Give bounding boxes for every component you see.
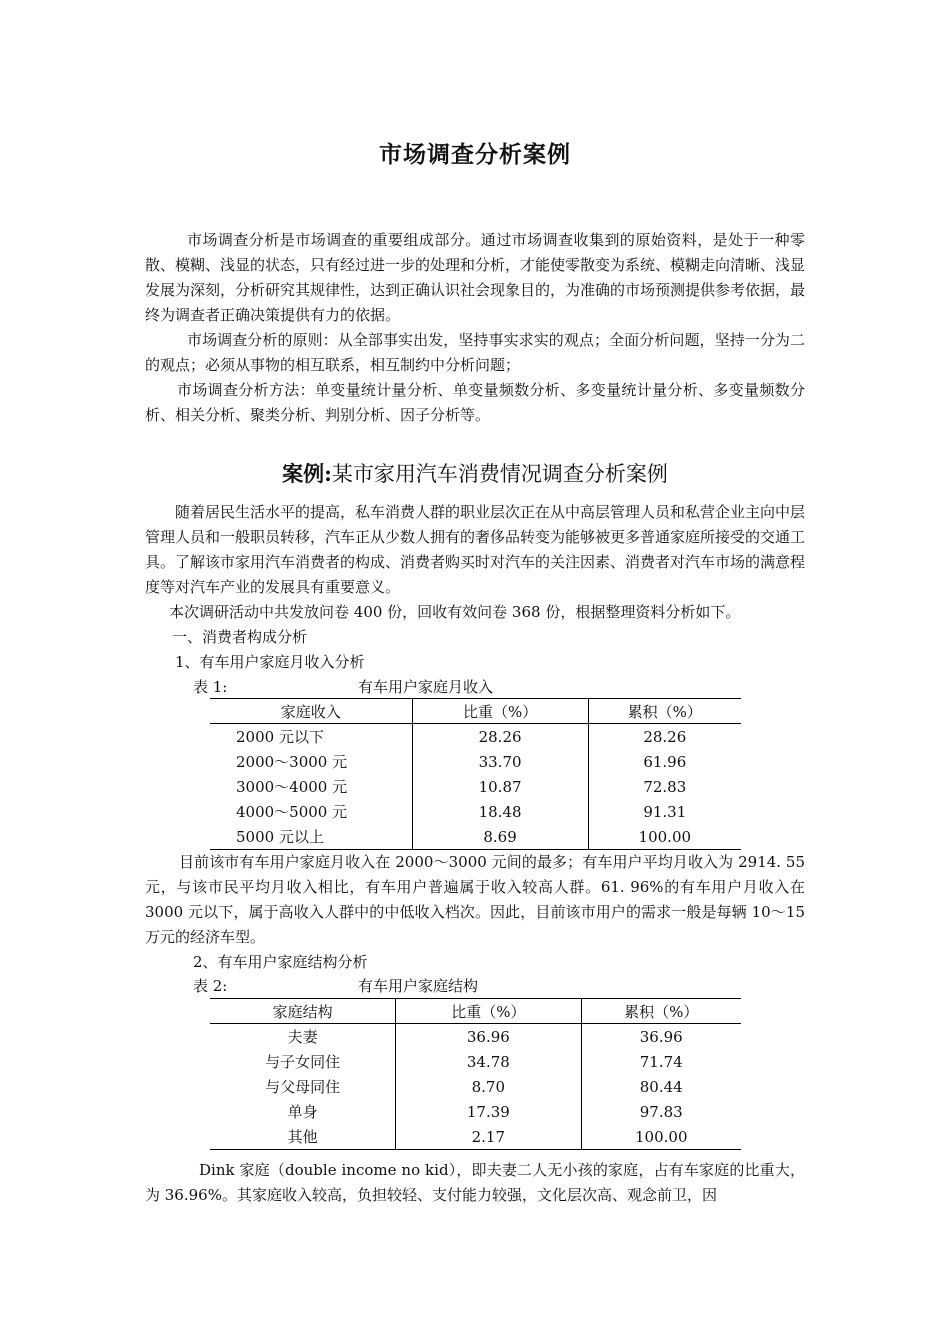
table-cell: 5000 元以上 <box>210 824 412 850</box>
table-cell: 61.96 <box>643 752 687 771</box>
table-cell: 97.83 <box>639 1102 683 1121</box>
case-heading-label: 案例: <box>282 461 332 486</box>
table-row <box>210 1074 741 1099</box>
table-row <box>210 724 741 750</box>
table-cell: 8.69 <box>412 824 588 850</box>
table-cell: 夫妻 <box>210 1024 396 1050</box>
intro-paragraph-1: 市场调查分析是市场调查的重要组成部分。通过市场调查收集到的原始资料，是处于一种零散、模糊、浅显的状态，只有经过进一步的处理和分析，才能使零散变为系统、模糊走向清晰、浅显发展为深刻，分析研究其规律性，达到正确认识社会现象目的，为准确的市场预测提供参考依据，最终为调查者正确决策提供有力的依据。 <box>145 231 806 324</box>
table-header-row <box>210 699 741 724</box>
section-heading-1: 一、消费者构成分析 <box>172 628 308 646</box>
table-cell: 80.44 <box>639 1077 683 1096</box>
table1-label: 表 1: <box>193 678 228 696</box>
table-cell: 10.87 <box>412 774 588 799</box>
case-heading <box>0 458 950 488</box>
table-cell: 17.39 <box>396 1099 581 1124</box>
table-cell: 单身 <box>210 1099 396 1124</box>
table-row <box>210 1124 741 1150</box>
table-cell: 2000～3000 元 <box>210 749 412 774</box>
table2-caption: 有车用户家庭结构 <box>358 977 479 995</box>
table-cell: 其他 <box>210 1124 396 1150</box>
table-cell: 与子女同住 <box>210 1049 396 1074</box>
table-cell: 33.70 <box>412 749 588 774</box>
table2-analysis-paragraph: Dink 家庭（double income no kid），即夫妻二人无小孩的家庭，占有车家庭的比重大，为 36.96%。其家庭收入较高，负担较轻、支付能力较强，文化层次高、观念前卫，因 <box>145 1161 805 1204</box>
case-heading-title: 某市家用汽车消费情况调查分析案例 <box>331 462 668 486</box>
case-paragraph-1: 随着居民生活水平的提高，私车消费人群的职业层次正在从中高层管理人员和私营企业主向中层管理人员和一般职员转移，汽车正从少数人拥有的奢侈品转变为能够被更多普通家庭所接受的交通工具。了解该市家用汽车消费者的构成、消费者购买时对汽车的关注因素、消费者对汽车市场的满意程度等对汽车产业的发展具有重要意义。 <box>145 503 806 596</box>
table-header-cell: 家庭结构 <box>210 999 396 1024</box>
table-header-cell: 比重（%） <box>396 999 581 1024</box>
table-cell: 8.70 <box>396 1074 581 1099</box>
table-header-cell: 比重（%） <box>412 699 588 724</box>
table-cell: 34.78 <box>396 1049 581 1074</box>
table-header-cell: 累积（%） <box>588 699 741 724</box>
table-header-cell: 家庭收入 <box>210 699 412 724</box>
subsection-heading-2: 2、有车用户家庭结构分析 <box>193 953 368 971</box>
table2-label: 表 2: <box>193 977 228 995</box>
table-row <box>210 824 741 850</box>
table-cell: 28.26 <box>412 724 588 750</box>
table-header-cell: 累积（%） <box>581 999 741 1024</box>
subsection-heading-1: 1、有车用户家庭月收入分析 <box>175 653 365 671</box>
table-row <box>210 799 741 824</box>
table-row <box>210 1024 741 1050</box>
table-cell: 18.48 <box>412 799 588 824</box>
page-title: 市场调查分析案例 <box>379 141 571 168</box>
table-cell: 与父母同住 <box>210 1074 396 1099</box>
table-cell: 71.74 <box>639 1052 683 1071</box>
table-row <box>210 749 741 774</box>
table-cell: 72.83 <box>643 777 687 796</box>
case-paragraph-2: 本次调研活动中共发放问卷 400 份，回收有效问卷 368 份，根据整理资料分析如下。 <box>169 603 741 621</box>
table-cell: 36.96 <box>639 1027 683 1046</box>
table-cell: 36.96 <box>396 1024 581 1050</box>
table-row <box>210 1099 741 1124</box>
table1-analysis-paragraph: 目前该市有车用户家庭月收入在 2000～3000 元间的最多；有车用户平均月收入为 2914. 55 元，与该市民平均月收入相比，有车用户普遍属于收入较高人群。61. 96%的有车用户月收入在 3000 元以下，属于高收入人群中的中低收入档次。因此，目前该市用户的需求一般是每辆 10～15 万元的经济车型。 <box>145 853 805 946</box>
table-cell: 100.00 <box>588 824 741 850</box>
table-cell: 91.31 <box>643 802 687 821</box>
table-cell: 28.26 <box>643 727 687 746</box>
intro-paragraph-3: 市场调查分析方法：单变量统计量分析、单变量频数分析、多变量统计量分析、多变量频数分析、相关分析、聚类分析、判别分析、因子分析等。 <box>145 381 805 424</box>
table-cell: 4000～5000 元 <box>210 799 412 824</box>
family-structure-table <box>210 998 741 1150</box>
table-cell: 3000～4000 元 <box>210 774 412 799</box>
intro-paragraph-2: 市场调查分析的原则：从全部事实出发，坚持事实求实的观点；全面分析问题，坚持一分为二的观点；必须从事物的相互联系，相互制约中分析问题； <box>145 331 805 374</box>
table-header-row <box>210 999 741 1024</box>
table-cell: 100.00 <box>581 1124 741 1150</box>
income-table <box>210 698 741 850</box>
table-cell: 2.17 <box>396 1124 581 1150</box>
table-cell: 2000 元以下 <box>210 724 412 750</box>
table1-caption: 有车用户家庭月收入 <box>358 678 494 696</box>
table-row <box>210 774 741 799</box>
table-row <box>210 1049 741 1074</box>
